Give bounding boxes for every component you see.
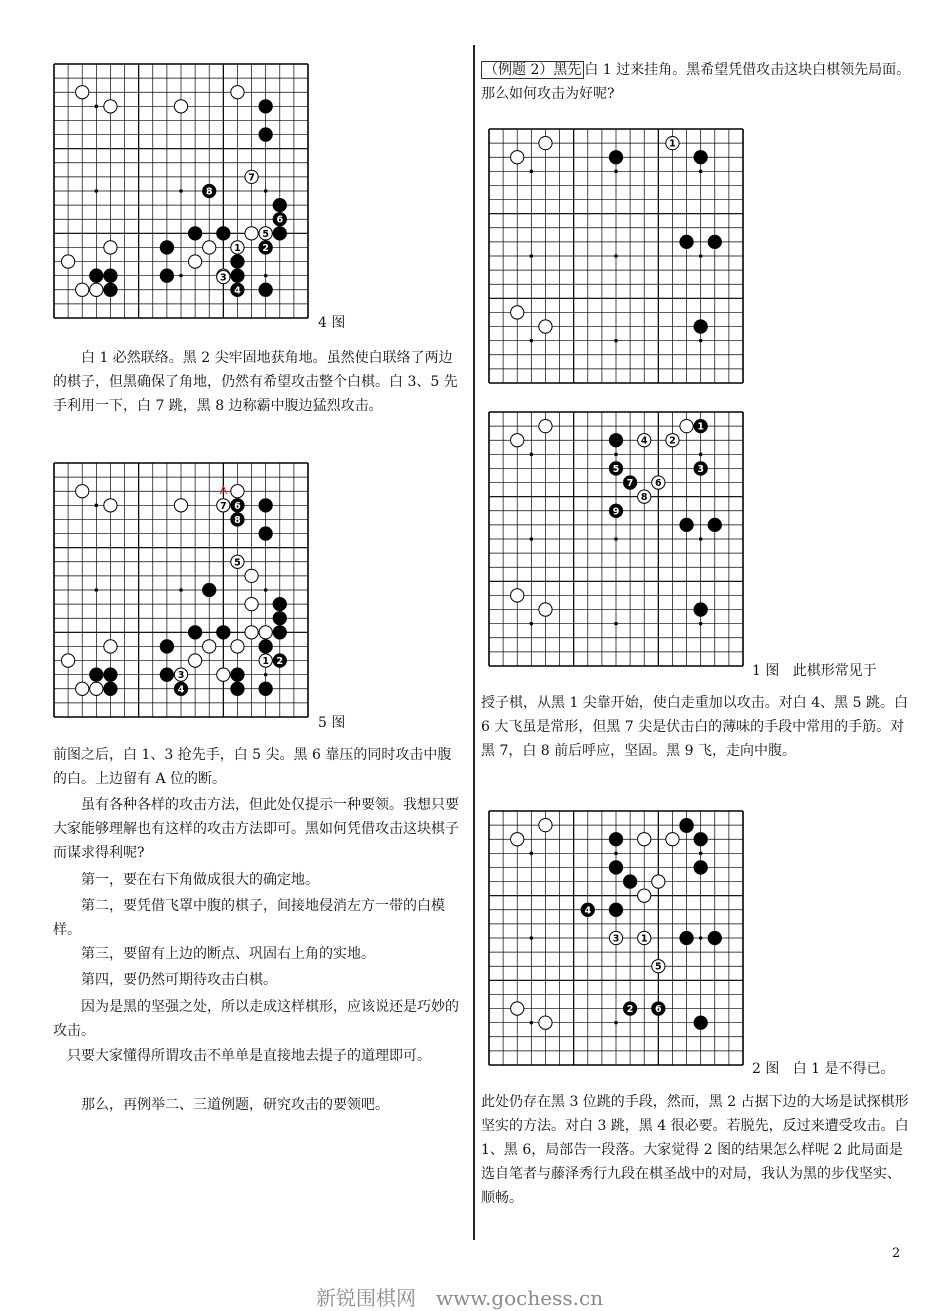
white-stone	[666, 136, 679, 149]
fig1-number: 1 图	[752, 663, 780, 679]
paragraph: 第三，要留有上边的断点、巩固右上角的实地。	[53, 946, 375, 962]
black-stone	[680, 518, 693, 531]
black-stone	[680, 235, 693, 248]
black-stone	[581, 903, 594, 916]
star-point	[264, 673, 268, 677]
black-stone	[694, 419, 707, 432]
paragraph: 那么，再例举二、三道例题，研究攻击的要领吧。	[53, 1097, 389, 1113]
white-stone	[104, 241, 117, 254]
fig1-caption: 此棋形常见于	[792, 663, 877, 679]
star-point	[530, 339, 534, 343]
white-stone	[539, 603, 552, 616]
black-stone	[259, 682, 272, 695]
move-number: 6	[655, 1004, 662, 1016]
black-stone	[708, 931, 721, 944]
move-number: 5	[262, 228, 269, 240]
move-number: 1	[262, 656, 269, 668]
black-stone	[231, 255, 244, 268]
diagram-5-label: 5 图	[318, 715, 346, 731]
white-stone	[245, 597, 258, 610]
white-stone	[652, 875, 665, 888]
star-point	[614, 339, 618, 343]
black-stone	[273, 612, 286, 625]
star-point	[699, 170, 703, 174]
black-stone	[609, 504, 622, 517]
white-stone	[609, 931, 622, 944]
move-number: 1	[640, 933, 648, 945]
star-point	[699, 936, 703, 940]
white-stone	[217, 668, 230, 681]
move-number: 4	[584, 905, 592, 917]
star-point	[530, 537, 534, 541]
black-stone	[259, 128, 272, 141]
move-number: 4	[640, 435, 648, 447]
black-stone	[231, 283, 244, 296]
white-stone	[638, 931, 651, 944]
move-number: 5	[234, 557, 241, 569]
black-stone	[694, 462, 707, 475]
footer-watermark: 新锐围棋网 www.gochess.cn	[316, 1286, 604, 1310]
white-stone	[174, 668, 187, 681]
black-stone	[104, 682, 117, 695]
diagram-4-label: 4 图	[318, 315, 346, 331]
star-point	[699, 339, 703, 343]
star-point	[264, 588, 268, 592]
black-stone	[609, 861, 622, 874]
black-stone	[273, 213, 286, 226]
star-point	[95, 504, 99, 508]
problem-title-box: （例题 2）黑先	[481, 61, 584, 79]
black-stone	[231, 499, 244, 512]
move-number: 4	[234, 285, 241, 297]
black-stone	[259, 527, 272, 540]
move-number: 2	[669, 435, 676, 447]
fig2-caption: 白 1 是不得已。	[792, 1061, 895, 1077]
star-point	[614, 170, 618, 174]
white-stone	[539, 818, 552, 831]
move-number: 4	[177, 684, 185, 696]
star-point	[699, 254, 703, 258]
black-stone	[104, 283, 117, 296]
black-stone	[609, 903, 622, 916]
black-stone	[231, 513, 244, 526]
move-number: 2	[626, 1004, 634, 1016]
black-stone	[259, 100, 272, 113]
black-stone	[90, 269, 103, 282]
white-stone	[76, 86, 89, 99]
go-diagram-fig1	[488, 411, 744, 667]
black-stone	[623, 476, 636, 489]
black-stone	[694, 603, 707, 616]
black-stone	[273, 626, 286, 639]
page-number: 2	[892, 1246, 901, 1261]
black-stone	[609, 833, 622, 846]
white-stone	[188, 654, 201, 667]
white-stone	[652, 476, 665, 489]
paragraph: 第二，要凭借飞罩中腹的棋子，间接地侵消左方一带的白模样。	[53, 898, 445, 938]
star-point	[699, 622, 703, 626]
paragraph: 第四，要仍然可期待攻击白棋。	[53, 972, 277, 988]
white-stone	[638, 490, 651, 503]
white-stone	[104, 640, 117, 653]
move-number: 8	[205, 186, 213, 198]
star-point	[530, 936, 534, 940]
white-stone	[90, 682, 103, 695]
star-point	[264, 189, 268, 193]
star-point	[179, 274, 183, 278]
black-stone	[623, 875, 636, 888]
black-stone	[104, 668, 117, 681]
fig2-label	[752, 1058, 895, 1078]
move-number: 9	[612, 506, 620, 518]
star-point	[614, 537, 618, 541]
white-stone	[245, 626, 258, 639]
go-diagram-5	[53, 462, 309, 718]
star-point	[95, 189, 99, 193]
black-stone	[203, 583, 216, 596]
black-stone	[609, 462, 622, 475]
move-number: 1	[669, 138, 676, 150]
white-stone	[259, 227, 272, 240]
move-number: 5	[655, 961, 662, 973]
black-stone	[609, 151, 622, 164]
paragraph: 因为是黑的坚强之处，所以走成这样棋形，应该说还是巧妙的攻击。	[53, 999, 459, 1039]
white-stone	[666, 833, 679, 846]
black-stone	[694, 861, 707, 874]
black-stone	[259, 640, 272, 653]
star-point	[530, 622, 534, 626]
black-stone	[160, 241, 173, 254]
white-stone	[511, 306, 524, 319]
star-point	[530, 254, 534, 258]
move-number: 2	[276, 656, 284, 668]
white-stone	[511, 1002, 524, 1015]
white-stone	[511, 434, 524, 447]
black-stone	[273, 227, 286, 240]
black-stone	[259, 283, 272, 296]
star-point	[699, 453, 703, 457]
white-stone	[638, 833, 651, 846]
white-stone	[217, 270, 230, 283]
fig1-label	[752, 660, 877, 680]
black-stone	[680, 819, 693, 832]
white-stone	[174, 100, 187, 113]
star-point	[264, 274, 268, 278]
white-stone	[259, 654, 272, 667]
move-number: 6	[234, 500, 241, 512]
paragraph: 白 1 必然联络。黑 2 尖牢固地获角地。虽然使白联络了两边的棋子，但黑确保了角地，仍然有希望攻击整个白棋。白 3、5 先手利用一下，白 7 跳，黑 8 边称霸中腹边猛烈攻击。	[53, 350, 458, 414]
black-stone	[231, 269, 244, 282]
white-stone	[539, 1016, 552, 1029]
move-number: 3	[220, 272, 227, 284]
fig2-number: 2 图	[752, 1061, 780, 1077]
white-stone	[511, 833, 524, 846]
white-stone	[188, 255, 201, 268]
go-diagram-4	[53, 63, 309, 319]
white-stone	[231, 485, 244, 498]
black-stone	[694, 1016, 707, 1029]
white-stone	[539, 136, 552, 149]
move-number: 8	[234, 514, 241, 526]
move-number: 1	[234, 242, 241, 254]
white-stone	[666, 434, 679, 447]
star-point	[614, 453, 618, 457]
white-stone	[104, 100, 117, 113]
star-point	[530, 170, 534, 174]
star-point	[614, 622, 618, 626]
white-stone	[217, 499, 230, 512]
white-stone	[539, 320, 552, 333]
star-point	[95, 588, 99, 592]
black-stone	[104, 269, 117, 282]
black-stone	[188, 626, 201, 639]
black-stone	[217, 626, 230, 639]
move-number: 3	[177, 670, 185, 682]
black-stone	[231, 682, 244, 695]
paragraph: 只要大家懂得所谓攻击不单单是直接地去提子的道理即可。	[53, 1048, 431, 1064]
move-number: 6	[276, 214, 284, 226]
star-point	[699, 852, 703, 856]
black-stone	[259, 499, 272, 512]
white-stone	[203, 640, 216, 653]
move-number: 6	[655, 478, 662, 490]
white-stone	[231, 241, 244, 254]
white-stone	[231, 640, 244, 653]
go-diagram-fig2	[488, 810, 744, 1066]
white-stone	[652, 960, 665, 973]
marker-a: A	[219, 484, 228, 498]
white-stone	[203, 241, 216, 254]
star-point	[530, 1021, 534, 1025]
white-stone	[104, 499, 117, 512]
black-stone	[203, 184, 216, 197]
black-stone	[259, 241, 272, 254]
black-stone	[694, 320, 707, 333]
star-point	[95, 105, 99, 109]
move-number: 5	[612, 463, 620, 475]
white-stone	[511, 151, 524, 164]
white-stone	[174, 499, 187, 512]
black-stone	[273, 198, 286, 211]
white-stone	[539, 419, 552, 432]
white-stone	[76, 682, 89, 695]
paragraph: 虽有各种各样的攻击方法，但此处仅提示一种要领。我想只要大家能够理解也有这样的攻击方法即可。黑如何凭借攻击这块棋子而谋求得利呢?	[53, 797, 459, 861]
white-stone	[245, 170, 258, 183]
star-point	[530, 852, 534, 856]
white-stone	[76, 485, 89, 498]
white-stone	[680, 419, 693, 432]
white-stone	[61, 654, 74, 667]
black-stone	[609, 434, 622, 447]
black-stone	[680, 931, 693, 944]
black-stone	[652, 1002, 665, 1015]
white-stone	[245, 569, 258, 582]
star-point	[614, 254, 618, 258]
white-stone	[638, 889, 651, 902]
move-number: 8	[640, 492, 648, 504]
white-stone	[90, 283, 103, 296]
black-stone	[273, 597, 286, 610]
black-stone	[188, 227, 201, 240]
move-number: 7	[626, 478, 634, 490]
white-stone	[259, 626, 272, 639]
column-divider	[473, 45, 475, 1240]
move-number: 3	[612, 933, 620, 945]
star-point	[179, 588, 183, 592]
problem-intro: 白 1 过来挂角。黑希望凭借攻击这块白棋领先局面。那么如何攻击为好呢?	[481, 62, 911, 102]
black-stone	[694, 833, 707, 846]
white-stone	[245, 227, 258, 240]
go-diagram-problem	[488, 128, 744, 384]
star-point	[530, 453, 534, 457]
white-stone	[638, 434, 651, 447]
white-stone	[231, 555, 244, 568]
star-point	[614, 1021, 618, 1025]
star-point	[179, 189, 183, 193]
white-stone	[511, 589, 524, 602]
black-stone	[694, 151, 707, 164]
move-number: 1	[697, 421, 704, 433]
black-stone	[623, 1002, 636, 1015]
paragraph: 第一，要在右下角做成很大的确定地。	[53, 872, 319, 888]
black-stone	[160, 668, 173, 681]
paragraph: 前图之后，白 1、3 抢先手，白 5 尖。黑 6 靠压的同时攻击中腹的白。上边留有 A 位的断。	[53, 747, 452, 787]
problem-heading	[481, 58, 911, 106]
white-stone	[231, 86, 244, 99]
black-stone	[160, 640, 173, 653]
move-number: 3	[697, 463, 704, 475]
paragraph: 此处仍存在黑 3 位跳的手段，然而，黑 2 占据下边的大场是试探棋形坚实的方法。对白 3 跳，黑 4 很必要。若脱先，反过来遭受攻击。白 1、黑 6，局部告一段落。大家觉得 2 图的结果怎么样呢 2 此局面是选自笔者与藤泽秀行九段在棋圣战中的对局，我认为黑的步伐坚实、顺畅。	[481, 1094, 909, 1206]
white-stone	[76, 283, 89, 296]
black-stone	[217, 227, 230, 240]
move-number: 7	[248, 172, 255, 184]
paragraph: 授子棋，从黑 1 尖靠开始，使白走重加以攻击。对白 4、黑 5 跳。白 6 大飞虽是常形，但黑 7 尖是伏击白的薄味的手段中常用的手筋。对黑 7，白 8 前后呼应，坚固。黑 9 飞，走向中腹。	[481, 695, 908, 759]
star-point	[614, 852, 618, 856]
black-stone	[273, 654, 286, 667]
black-stone	[160, 269, 173, 282]
black-stone	[174, 682, 187, 695]
black-stone	[90, 668, 103, 681]
move-number: 2	[262, 242, 269, 254]
black-stone	[231, 668, 244, 681]
black-stone	[708, 518, 721, 531]
move-number: 7	[220, 500, 227, 512]
white-stone	[61, 255, 74, 268]
star-point	[699, 537, 703, 541]
black-stone	[708, 235, 721, 248]
